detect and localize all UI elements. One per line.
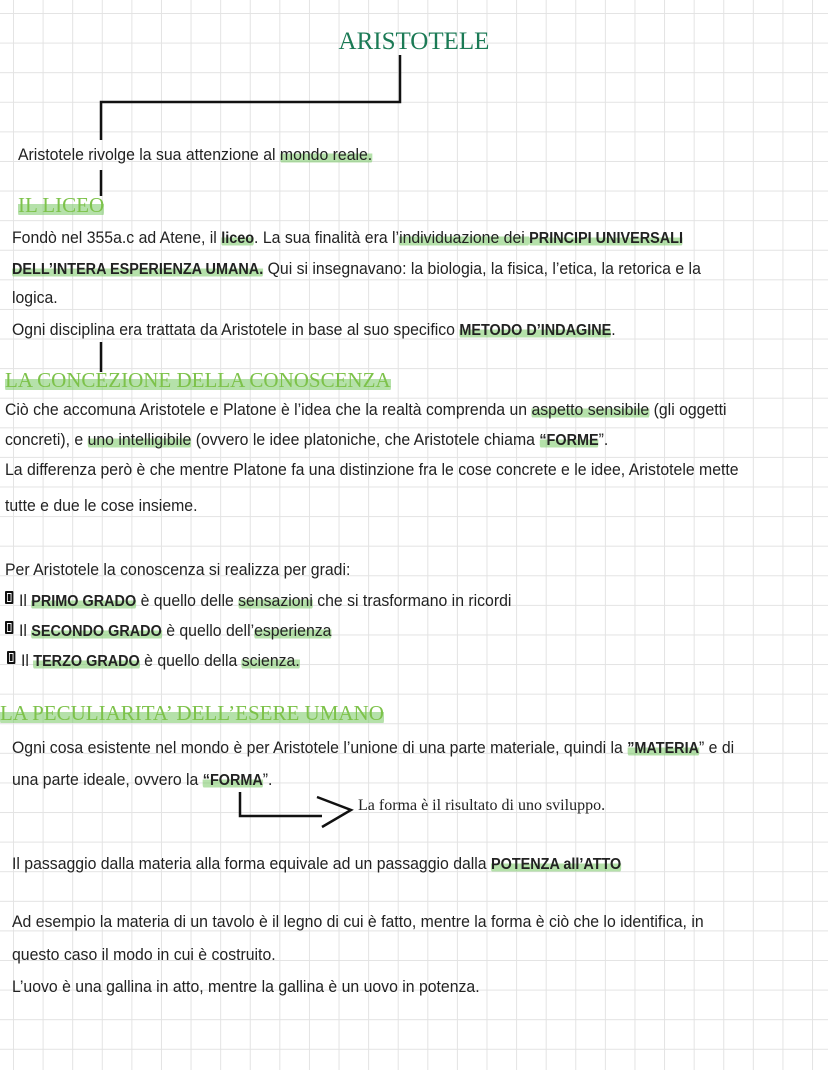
text-segment: (gli oggetti [649, 400, 727, 419]
highlighted-text: SECONDO GRADO [31, 623, 162, 640]
highlighted-text: METODO D’INDAGINE [459, 322, 612, 339]
highlighted-text: individuazione dei [399, 228, 530, 247]
text-segment: una parte ideale, ovvero la [12, 770, 203, 789]
text-segment: è quello delle [136, 591, 239, 610]
text-segment: Il [18, 621, 32, 640]
highlighted-text: “FORME [539, 432, 599, 449]
text-segment: Il [18, 591, 32, 610]
highlighted-text: PRIMO GRADO [31, 593, 137, 610]
text-segment: ”. [262, 770, 273, 789]
bullet-item [7, 650, 300, 673]
text-line [12, 976, 480, 998]
connector-forma [240, 792, 322, 816]
highlighted-text: POTENZA all’ATTO [490, 856, 622, 873]
text-segment: Ogni cosa esistente nel mondo è per Aristotele l’unione di una parte materiale, quindi la [12, 738, 628, 757]
text-segment: Il passaggio dalla materia alla forma equivale ad un passaggio dalla [12, 854, 491, 873]
text-segment: (ovvero le idee platoniche, che Aristotele chiama [191, 430, 540, 449]
highlighted-text: “FORMA [202, 772, 263, 789]
page-title: ARISTOTELE [338, 28, 490, 55]
text-segment: . [611, 320, 616, 339]
connector-title [101, 55, 400, 140]
text-segment: questo caso il modo in cui è costruito. [12, 945, 276, 964]
bullet-item [5, 620, 331, 643]
text-line [12, 227, 683, 250]
bullet-icon [7, 651, 15, 664]
bullet-icon [5, 621, 13, 634]
text-segment: . La sua finalità era l’ [254, 228, 400, 247]
text-segment: Per Aristotele la conoscenza si realizza per gradi: [5, 560, 351, 579]
text-line [18, 144, 372, 166]
highlighted-text: liceo [221, 230, 255, 247]
text-line [5, 399, 727, 421]
text-line [5, 459, 739, 481]
text-line [5, 429, 608, 452]
text-line [12, 287, 58, 309]
text-line [12, 769, 272, 792]
text-segment: Ciò che accomuna Aristotele e Platone è l’idea che la realtà comprenda un [5, 400, 532, 419]
text-line [12, 944, 276, 966]
highlighted-text: DELL’INTERA ESPERIENZA UMANA. [12, 261, 264, 278]
highlighted-text: esperienza [254, 621, 332, 640]
highlighted-text: aspetto sensibile [531, 400, 650, 419]
bullet-item [5, 590, 511, 613]
text-segment: Il [20, 651, 34, 670]
text-line [12, 911, 704, 933]
bullet-icon [5, 591, 13, 604]
highlighted-text: ”MATERIA [627, 740, 700, 757]
heading-peculiarita: LA PECULIARITA’ DELL’ESERE UMANO [0, 701, 384, 725]
text-segment: ” e di [699, 738, 735, 757]
highlighted-text: TERZO GRADO [33, 653, 140, 670]
arrow-icon [317, 797, 351, 827]
text-segment: tutte e due le cose insieme. [5, 496, 198, 515]
highlighted-text: mondo reale. [279, 145, 373, 164]
text-segment: Fondò nel 355a.c ad Atene, il [12, 228, 222, 247]
text-line [12, 258, 701, 281]
text-segment: logica. [12, 288, 58, 307]
text-segment: Ogni disciplina era trattata da Aristotele in base al suo specifico [12, 320, 460, 339]
text-line [12, 853, 621, 876]
text-segment: Aristotele rivolge la sua attenzione al [18, 145, 280, 164]
highlighted-text: sensazioni [238, 591, 313, 610]
text-line [12, 737, 734, 760]
highlighted-text: PRINCIPI UNIVERSALI [529, 230, 683, 247]
text-segment: Ad esempio la materia di un tavolo è il legno di cui è fatto, mentre la forma è ciò che lo identifica, in [12, 912, 704, 931]
highlighted-text: scienza. [241, 651, 300, 670]
text-segment: ”. [598, 430, 609, 449]
text-segment: che si trasformano in ricordi [312, 591, 512, 610]
text-line [5, 559, 350, 581]
text-segment: è quello dell’ [161, 621, 255, 640]
forma-note: La forma è il risultato di uno sviluppo. [358, 797, 606, 814]
heading-conoscenza: LA CONCEZIONE DELLA CONOSCENZA [5, 368, 391, 392]
text-segment: La differenza però è che mentre Platone fa una distinzione fra le cose concrete e le idee, Aristotele mette [5, 460, 739, 479]
text-line [12, 319, 616, 342]
text-line [5, 495, 197, 517]
heading-liceo: IL LICEO [18, 193, 105, 217]
text-segment: Qui si insegnavano: la biologia, la fisica, l’etica, la retorica e la [263, 259, 701, 278]
text-segment: è quello della [139, 651, 242, 670]
text-segment: concreti), e [5, 430, 88, 449]
text-segment: L’uovo è una gallina in atto, mentre la gallina è un uovo in potenza. [12, 977, 480, 996]
highlighted-text: uno intelligibile [87, 430, 192, 449]
